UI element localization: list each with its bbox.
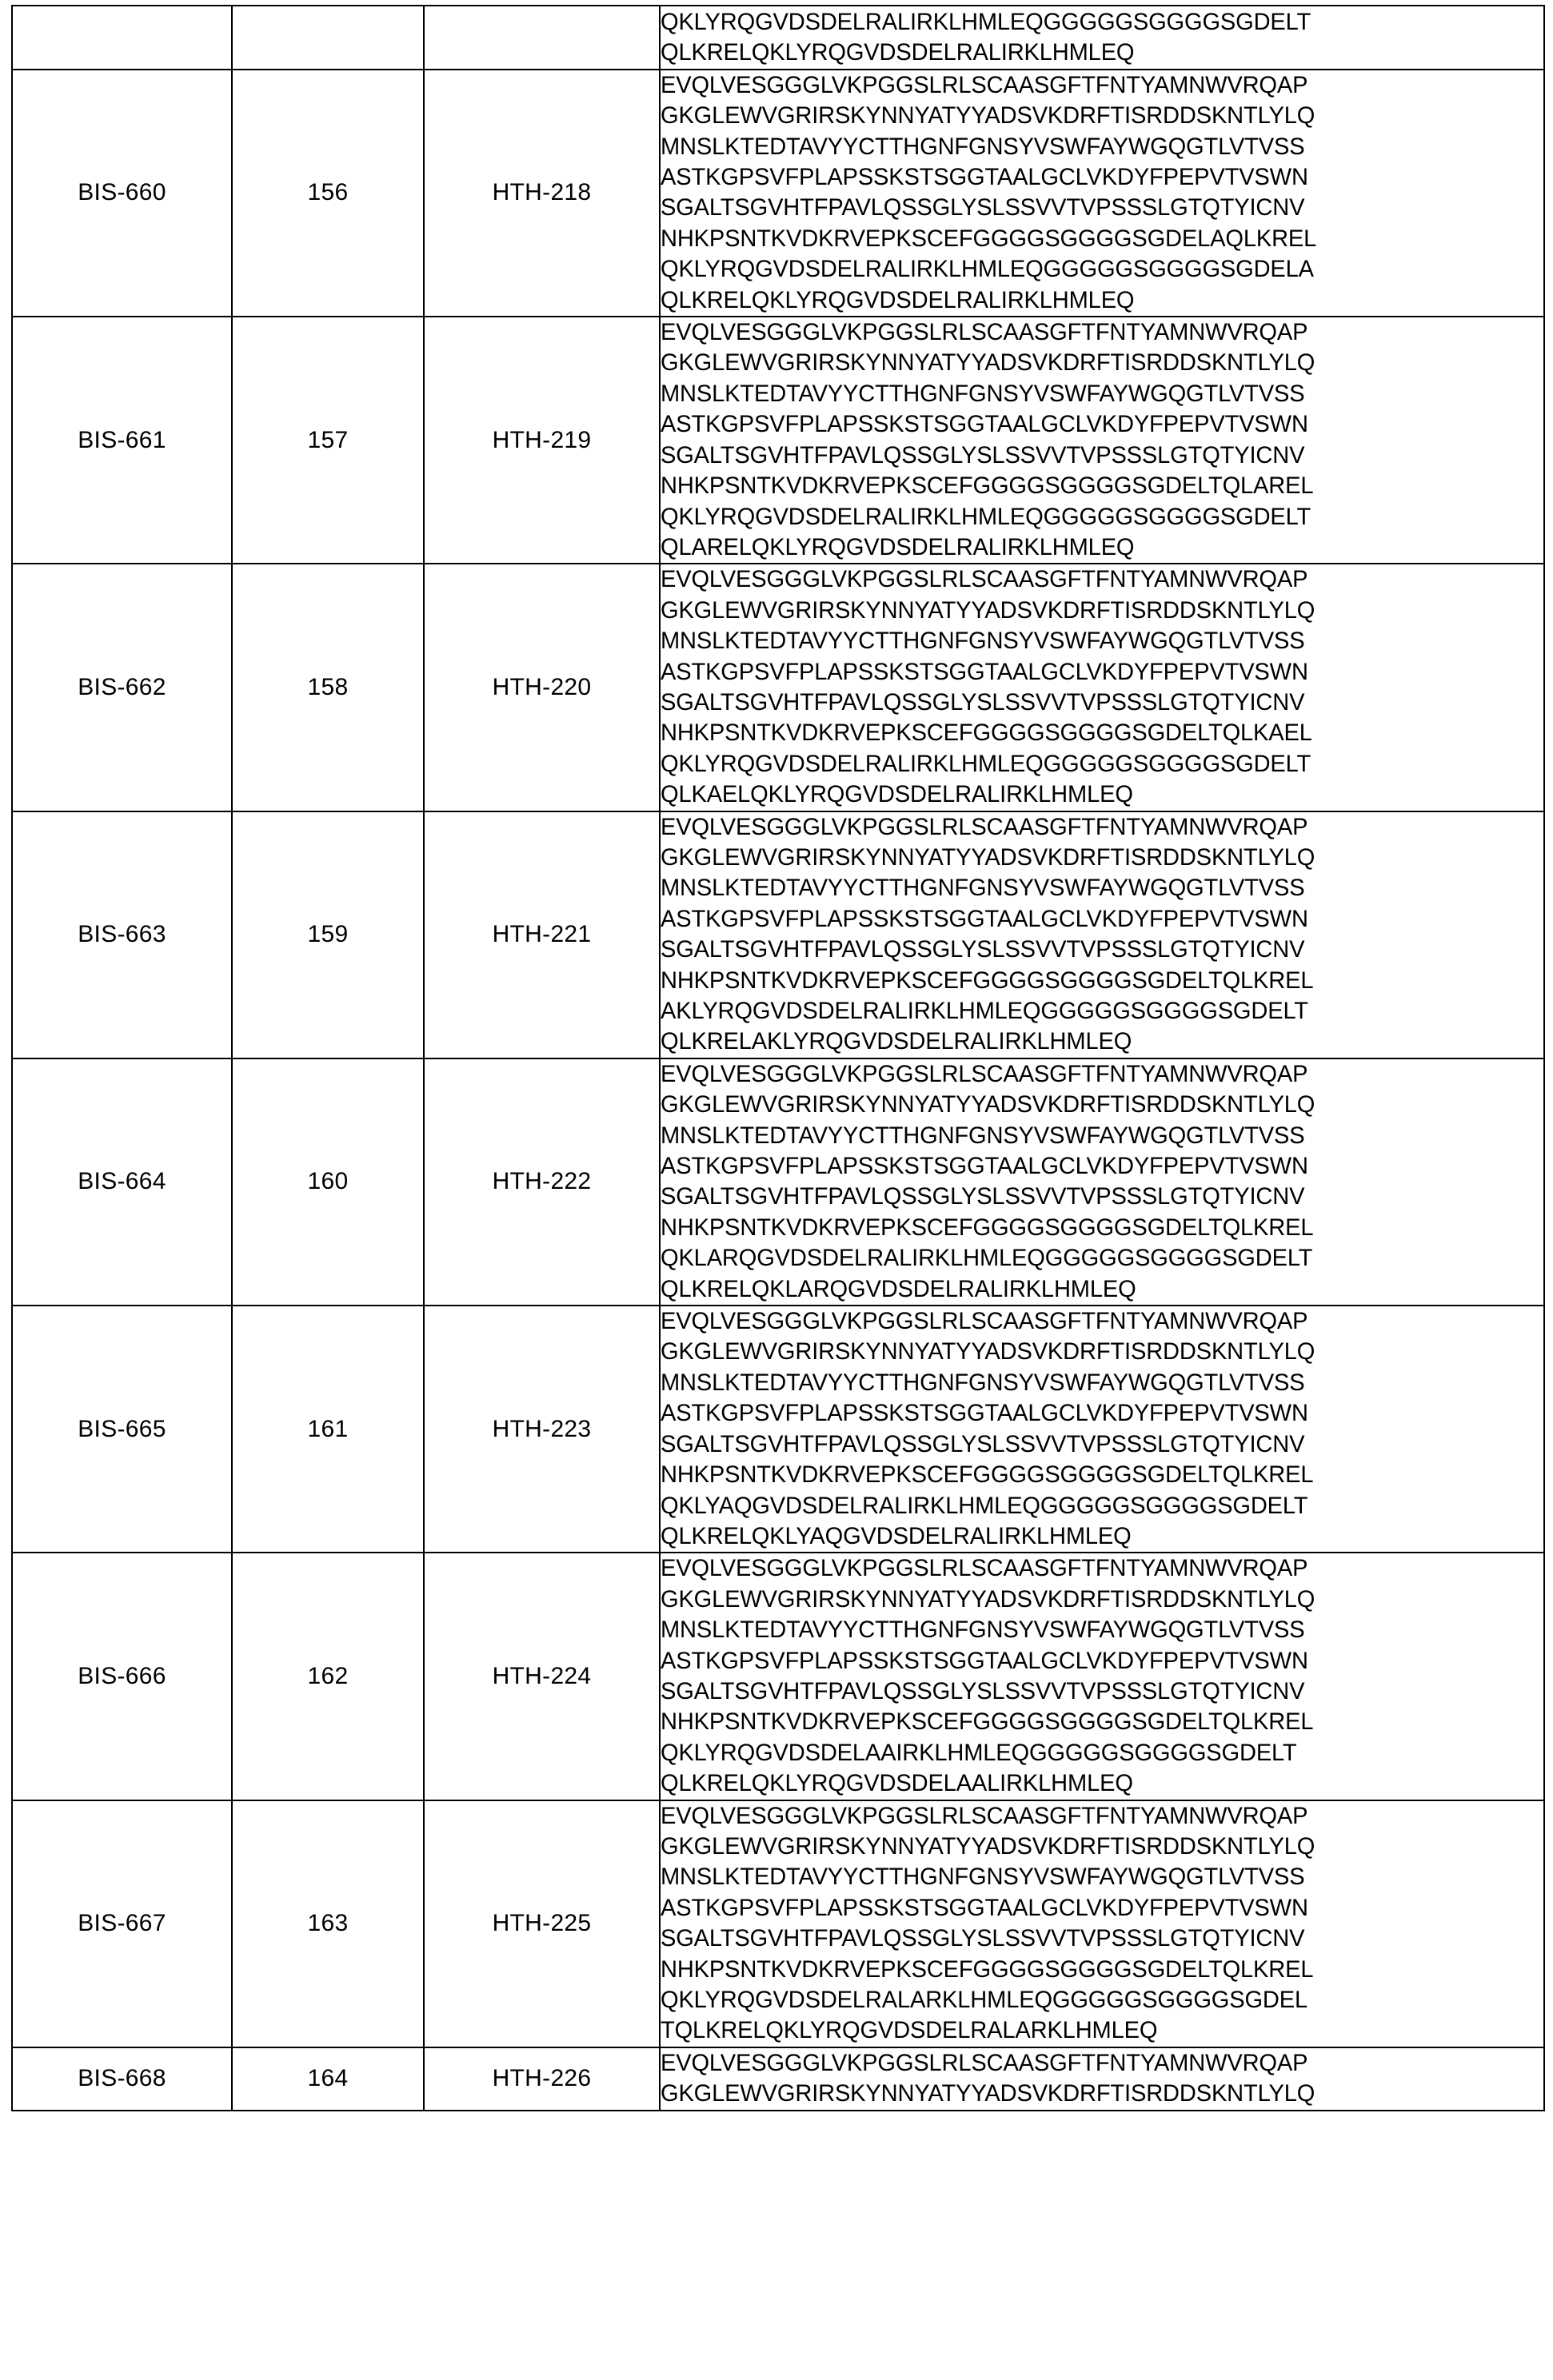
seq-id-no-cell: 158 [232, 564, 424, 811]
amino-acid-sequence-cell [660, 317, 1544, 564]
sequence-line: EVQLVESGGGLVKPGGSLRLSCAASGFTFNTYAMNWVRQAP [661, 566, 1308, 593]
seq-id-no-cell: 160 [232, 1058, 424, 1306]
sequence-line: QLKRELQKLYAQGVDSDELRALIRKLHMLEQ [661, 1522, 1132, 1549]
seq-id-no-cell: 162 [232, 1553, 424, 1800]
sequence-table-body [12, 6, 1544, 2111]
sequence-line: SGALTSGVHTFPAVLQSSGLYSLSSVVTVPSSSLGTQTYICNV [661, 1183, 1305, 1210]
sequence-line: SGALTSGVHTFPAVLQSSGLYSLSSVVTVPSSSLGTQTYICNV [661, 194, 1305, 221]
table-row [12, 1306, 1544, 1553]
sequence-line: NHKPSNTKVDKRVEPKSCEFGGGGSGGGGSGDELTQLKREL [661, 1461, 1314, 1489]
sequence-line: QKLYRQGVDSDELRALIRKLHMLEQGGGGGSGGGGSGDELT [661, 503, 1311, 530]
sequence-line: QKLYRQGVDSDELRALIRKLHMLEQGGGGGSGGGGSGDELA [661, 256, 1314, 283]
sequence-line: GKGLEWVGRIRSKYNNYATYYADSVKDRFTISRDDSKNTLYLQ [661, 102, 1315, 130]
sequence-line: MNSLKTEDTAVYYCTTHGNFGNSYVSWFAYWGQGTLVTVSS [661, 380, 1305, 407]
hth-id-cell: HTH-226 [424, 2047, 660, 2111]
amino-acid-sequence-cell [660, 2047, 1544, 2111]
sequence-line: QKLYRQGVDSDELRALARKLHMLEQGGGGGSGGGGSGDEL [661, 1987, 1307, 2013]
sequence-line: GKGLEWVGRIRSKYNNYATYYADSVKDRFTISRDDSKNTLYLQ [661, 1091, 1315, 1118]
sequence-line: ASTKGPSVFPLAPSSKSTSGGTAALGCLVKDYFPEPVTVSWN [661, 411, 1308, 438]
sequence-line: QLKRELQKLYRQGVDSDELRALIRKLHMLEQ [661, 286, 1135, 313]
sequence-line: GKGLEWVGRIRSKYNNYATYYADSVKDRFTISRDDSKNTLYLQ [661, 349, 1315, 377]
sequence-line: ASTKGPSVFPLAPSSKSTSGGTAALGCLVKDYFPEPVTVSWN [661, 164, 1308, 191]
sequence-line: EVQLVESGGGLVKPGGSLRLSCAASGFTFNTYAMNWVRQAP [661, 813, 1308, 840]
construct-id-cell: BIS-665 [12, 1306, 232, 1553]
sequence-line: QLKAELQKLYRQGVDSDELRALIRKLHMLEQ [661, 781, 1133, 808]
table-row [12, 1058, 1544, 1306]
sequence-line: SGALTSGVHTFPAVLQSSGLYSLSSVVTVPSSSLGTQTYICNV [661, 441, 1305, 468]
sequence-line: ASTKGPSVFPLAPSSKSTSGGTAALGCLVKDYFPEPVTVSWN [661, 905, 1308, 932]
sequence-line: GKGLEWVGRIRSKYNNYATYYADSVKDRFTISRDDSKNTLYLQ [661, 2080, 1315, 2107]
sequence-line: GKGLEWVGRIRSKYNNYATYYADSVKDRFTISRDDSKNTLYLQ [661, 1832, 1315, 1860]
construct-id-cell: BIS-668 [12, 2047, 232, 2111]
construct-id-cell: BIS-666 [12, 1553, 232, 1800]
construct-id-cell: BIS-667 [12, 1800, 232, 2047]
amino-acid-sequence-cell [660, 811, 1544, 1058]
sequence-table [11, 5, 1545, 2111]
sequence-line: QLKRELAKLYRQGVDSDELRALIRKLHMLEQ [661, 1028, 1132, 1055]
sequence-line: ASTKGPSVFPLAPSSKSTSGGTAALGCLVKDYFPEPVTVSWN [661, 1400, 1308, 1427]
table-row [12, 564, 1544, 811]
sequence-line: MNSLKTEDTAVYYCTTHGNFGNSYVSWFAYWGQGTLVTVSS [661, 1369, 1305, 1396]
construct-id-cell: BIS-660 [12, 70, 232, 317]
hth-id-cell: HTH-221 [424, 811, 660, 1058]
sequence-line: ASTKGPSVFPLAPSSKSTSGGTAALGCLVKDYFPEPVTVSWN [661, 658, 1308, 685]
hth-id-cell: HTH-220 [424, 564, 660, 811]
sequence-line: EVQLVESGGGLVKPGGSLRLSCAASGFTFNTYAMNWVRQAP [661, 1308, 1308, 1335]
hth-id-cell: HTH-224 [424, 1553, 660, 1800]
sequence-line: SGALTSGVHTFPAVLQSSGLYSLSSVVTVPSSSLGTQTYICNV [661, 1925, 1305, 1952]
sequence-line: EVQLVESGGGLVKPGGSLRLSCAASGFTFNTYAMNWVRQAP [661, 1060, 1308, 1087]
seq-id-no-cell: 156 [232, 70, 424, 317]
sequence-line: SGALTSGVHTFPAVLQSSGLYSLSSVVTVPSSSLGTQTYICNV [661, 1430, 1305, 1457]
sequence-line: MNSLKTEDTAVYYCTTHGNFGNSYVSWFAYWGQGTLVTVSS [661, 133, 1305, 160]
construct-id-cell: BIS-664 [12, 1058, 232, 1306]
table-row [12, 1800, 1544, 2047]
amino-acid-sequence-cell [660, 1553, 1544, 1800]
sequence-line: NHKPSNTKVDKRVEPKSCEFGGGGSGGGGSGDELTQLKREL [661, 967, 1314, 994]
sequence-line: TQLKRELQKLYRQGVDSDELRALARKLHMLEQ [661, 2017, 1158, 2044]
sequence-line: ASTKGPSVFPLAPSSKSTSGGTAALGCLVKDYFPEPVTVSWN [661, 1894, 1308, 1921]
sequence-line: EVQLVESGGGLVKPGGSLRLSCAASGFTFNTYAMNWVRQAP [661, 71, 1308, 98]
sequence-line: SGALTSGVHTFPAVLQSSGLYSLSSVVTVPSSSLGTQTYICNV [661, 936, 1305, 963]
sequence-line: NHKPSNTKVDKRVEPKSCEFGGGGSGGGGSGDELTQLKAEL [661, 720, 1312, 747]
sequence-line: GKGLEWVGRIRSKYNNYATYYADSVKDRFTISRDDSKNTLYLQ [661, 843, 1315, 871]
sequence-line: EVQLVESGGGLVKPGGSLRLSCAASGFTFNTYAMNWVRQAP [661, 1802, 1308, 1829]
sequence-line: MNSLKTEDTAVYYCTTHGNFGNSYVSWFAYWGQGTLVTVSS [661, 1122, 1305, 1149]
sequence-line: EVQLVESGGGLVKPGGSLRLSCAASGFTFNTYAMNWVRQAP [661, 2049, 1308, 2076]
sequence-line: GKGLEWVGRIRSKYNNYATYYADSVKDRFTISRDDSKNTLYLQ [661, 1585, 1315, 1613]
table-row [12, 811, 1544, 1058]
sequence-line: NHKPSNTKVDKRVEPKSCEFGGGGSGGGGSGDELTQLKREL [661, 1708, 1314, 1736]
amino-acid-sequence-cell [660, 1306, 1544, 1553]
sequence-line: ASTKGPSVFPLAPSSKSTSGGTAALGCLVKDYFPEPVTVSWN [661, 1153, 1308, 1180]
sequence-line: SGALTSGVHTFPAVLQSSGLYSLSSVVTVPSSSLGTQTYICNV [661, 1677, 1305, 1704]
sequence-line: QLKRELQKLYRQGVDSDELAALIRKLHMLEQ [661, 1770, 1133, 1797]
sequence-line: NHKPSNTKVDKRVEPKSCEFGGGGSGGGGSGDELTQLKREL [661, 1214, 1314, 1241]
sequence-line: SGALTSGVHTFPAVLQSSGLYSLSSVVTVPSSSLGTQTYICNV [661, 688, 1305, 716]
sequence-line: QLKRELQKLARQGVDSDELRALIRKLHMLEQ [661, 1275, 1136, 1302]
sequence-line: QLARELQKLYRQGVDSDELRALIRKLHMLEQ [661, 533, 1135, 560]
sequence-line: QKLYRQGVDSDELAAIRKLHMLEQGGGGGSGGGGSGDELT [661, 1739, 1297, 1766]
sequence-line: QKLARQGVDSDELRALIRKLHMLEQGGGGGSGGGGSGDELT [661, 1245, 1313, 1272]
table-row [12, 1553, 1544, 1800]
sequence-line: MNSLKTEDTAVYYCTTHGNFGNSYVSWFAYWGQGTLVTVSS [661, 875, 1305, 902]
amino-acid-sequence-cell [660, 70, 1544, 317]
amino-acid-sequence-cell [660, 1058, 1544, 1306]
hth-id-cell [424, 6, 660, 70]
sequence-line: ASTKGPSVFPLAPSSKSTSGGTAALGCLVKDYFPEPVTVSWN [661, 1647, 1308, 1674]
sequence-line: EVQLVESGGGLVKPGGSLRLSCAASGFTFNTYAMNWVRQAP [661, 1555, 1308, 1582]
seq-id-no-cell: 157 [232, 317, 424, 564]
hth-id-cell: HTH-218 [424, 70, 660, 317]
hth-id-cell: HTH-222 [424, 1058, 660, 1306]
sequence-line: EVQLVESGGGLVKPGGSLRLSCAASGFTFNTYAMNWVRQAP [661, 319, 1308, 346]
construct-id-cell: BIS-661 [12, 317, 232, 564]
sequence-line: NHKPSNTKVDKRVEPKSCEFGGGGSGGGGSGDELAQLKREL [661, 225, 1317, 252]
sequence-line: MNSLKTEDTAVYYCTTHGNFGNSYVSWFAYWGQGTLVTVSS [661, 1864, 1305, 1891]
sequence-line: MNSLKTEDTAVYYCTTHGNFGNSYVSWFAYWGQGTLVTVSS [661, 628, 1305, 655]
seq-id-no-cell: 163 [232, 1800, 424, 2047]
sequence-line: GKGLEWVGRIRSKYNNYATYYADSVKDRFTISRDDSKNTLYLQ [661, 596, 1315, 624]
sequence-line: QKLYRQGVDSDELRALIRKLHMLEQGGGGGSGGGGSGDELT [661, 750, 1311, 777]
table-row [12, 70, 1544, 317]
amino-acid-sequence-cell [660, 1800, 1544, 2047]
sequence-line: QKLYAQGVDSDELRALIRKLHMLEQGGGGGSGGGGSGDELT [661, 1492, 1308, 1519]
hth-id-cell: HTH-225 [424, 1800, 660, 2047]
seq-id-no-cell: 159 [232, 811, 424, 1058]
construct-id-cell [12, 6, 232, 70]
sequence-line: AKLYRQGVDSDELRALIRKLHMLEQGGGGGSGGGGSGDELT [661, 998, 1308, 1024]
amino-acid-sequence-cell [660, 564, 1544, 811]
sequence-line: NHKPSNTKVDKRVEPKSCEFGGGGSGGGGSGDELTQLKREL [661, 1955, 1314, 1983]
sequence-line: QKLYRQGVDSDELRALIRKLHMLEQGGGGGSGGGGSGDELT [661, 9, 1311, 35]
sequence-line: GKGLEWVGRIRSKYNNYATYYADSVKDRFTISRDDSKNTLYLQ [661, 1338, 1315, 1365]
seq-id-no-cell [232, 6, 424, 70]
seq-id-no-cell: 161 [232, 1306, 424, 1553]
construct-id-cell: BIS-662 [12, 564, 232, 811]
hth-id-cell: HTH-219 [424, 317, 660, 564]
amino-acid-sequence-cell [660, 6, 1544, 70]
sequence-line: NHKPSNTKVDKRVEPKSCEFGGGGSGGGGSGDELTQLAREL [661, 472, 1314, 500]
table-row [12, 2047, 1544, 2111]
seq-id-no-cell: 164 [232, 2047, 424, 2111]
sequence-line: QLKRELQKLYRQGVDSDELRALIRKLHMLEQ [661, 39, 1135, 66]
table-row [12, 6, 1544, 70]
hth-id-cell: HTH-223 [424, 1306, 660, 1553]
sequence-line: MNSLKTEDTAVYYCTTHGNFGNSYVSWFAYWGQGTLVTVSS [661, 1617, 1305, 1644]
construct-id-cell: BIS-663 [12, 811, 232, 1058]
table-row [12, 317, 1544, 564]
